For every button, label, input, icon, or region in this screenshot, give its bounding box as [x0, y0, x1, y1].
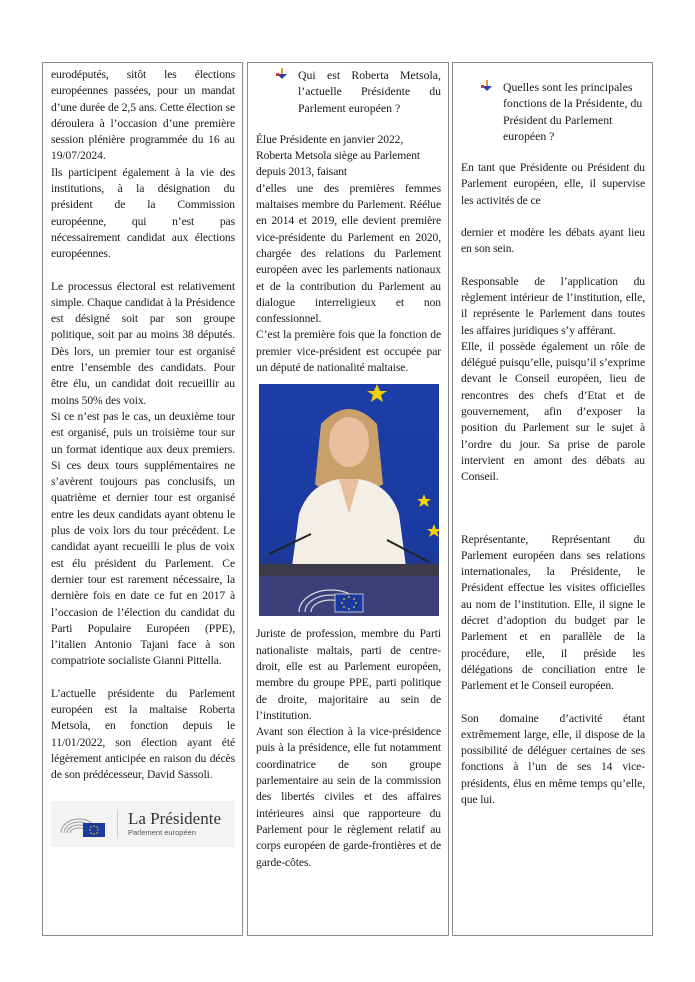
column-1: [42, 62, 243, 936]
paragraph: L’actuelle présidente du Parlement européen est la maltaise Roberta Metsola, en fonction depuis le 11/01/2022, son élection ayant été légèrement anticipée en raison du décès de son prédécesseur, David Sassoli.: [51, 686, 235, 782]
paragraph: C’est la première fois que la fonction de premier vice-président est occupée par un député de nationalité maltaise.: [256, 328, 441, 375]
paragraph: Élue Présidente en janvier 2022, Roberta Metsola siège au Parlement depuis 2013, faisant: [256, 132, 421, 179]
heading-text: Quelles sont les principales fonctions de la Présidente, du Président du Parlement européen ?: [503, 80, 643, 143]
column-3: [452, 62, 653, 936]
roberta-metsola-photo: [259, 384, 439, 616]
paragraph: eurodéputés, sitôt les élections européennes passées, pour un mandat d’une durée de 2,5 ans. Cette élection se déroulera à l’occasion d’une première session plénière programmée du 16 au 19/07/2024.: [51, 68, 235, 163]
column-2: [247, 62, 449, 936]
paragraph: dernier et modère les débats ayant lieu en son sein.: [461, 226, 645, 256]
paragraph: En tant que Présidente ou Président du Parlement européen, elle, il supervise les activités de ce: [461, 161, 645, 207]
paragraph: Ils participent également à la vie des institutions, à la désignation du président de la Commission européenne, qui n’est pas nécessairement candidat aux élections européennes.: [51, 165, 235, 261]
paragraph: Le processus électoral est relativement simple. Chaque candidat à la Présidence est désigné soit par son groupe politique, soit par au moins 38 députés. Dès lors, un premier tour est organisé entre l’ensemble des candidats. Pour être élu, un candidat doit recueillir au moins 50% des voix.: [51, 279, 235, 407]
logo-subtitle: Parlement européen: [128, 828, 196, 838]
paragraph: Elle, il possède également un rôle de délégué puisqu’elle, puisqu’il s’exprime devant le Conseil européen, lieu de rencontres des chefs d’Etat et de gouvernement, afin d’exposer la position du Parlement sur le sujet à l’ordre du jour. Sa prise de parole intervient en amont des débats au Conseil.: [461, 339, 645, 484]
paragraph: Si ce n’est pas le cas, un deuxième tour est organisé, puis un troisième tour sur un format identique aux deux premiers. Si ces deux tours supplémentaires ne s’avèrent toujours pas conclusifs, un quatrième et dernier tour est organisé entre les deux candidats ayant obtenu le plus de voix lors du tour précédent. Le candidat ayant recueilli le plus de voix est élu président du Parlement. Ce dernier tour est rarement nécessaire, la dernière fois en date ce fut en 2017 à l’occasion de l’élection du candidat du Parti Populaire Européen (PPE), l’italien Antonio Tajani face à son compatriote socialiste Gianni Pittella.: [51, 409, 235, 668]
hemicycle-icon: [57, 809, 109, 839]
heading-text: Qui est Roberta Metsola, l’actuelle Présidente du Parlement européen ?: [298, 68, 441, 115]
paragraph: Avant son élection à la vice-présidence puis à la présidence, elle fut notamment coordinatrice de son groupe parlementaire au sein de la commission des libertés civiles et des affaires intérieures ainsi que rapporteure du Parlement pour le règlement relatif au corps européen de garde-frontières et de garde-côtes.: [256, 725, 441, 869]
paragraph: Son domaine d’activité étant extrêmement large, elle, il dispose de la possibilité de déléguer certaines de ses fonctions à l’un de ses 14 vice-présidents, élus en même temps qu’elle, que lui.: [461, 711, 645, 806]
parliament-president-logo: [51, 801, 235, 847]
section-heading: [256, 67, 441, 116]
paragraph: Représentante, Représentant du Parlement européen dans ses relations internationales, la Présidente, le Président effectue les visites officielles au nom de l’institution. Elle, il signe le décret d’adoption du budget par le Parlement et en parallèle de la procédure, elle, il préside les délégations de conciliation entre le Parlement et le Conseil européen.: [461, 532, 645, 693]
paragraph: Responsable de l’application du règlement intérieur de l’institution, elle, il représente le Parlement dans toutes les affaires juridiques s’y afférant.: [461, 274, 645, 337]
arrow-bullet-icon: [272, 67, 292, 81]
section-heading: [461, 79, 645, 144]
logo-title: La Présidente: [128, 809, 221, 829]
arrow-bullet-icon: [477, 79, 497, 93]
paragraph: Juriste de profession, membre du Parti nationaliste maltais, parti de centre-droit, elle est au Parlement européen, membre du groupe PPE, parti politique de droite, majoritaire au sein de l’institution.: [256, 627, 441, 722]
paragraph: d’elles une des premières femmes maltaises membre du Parlement. Réélue en 2014 et 2019, elle devient première vice-présidente du Parlement en 2020, chargée des relations du Parlement européen avec les parlements nationaux et de la contribution du Parlement au dialogue interreligieux et non confessionnel.: [256, 181, 441, 326]
logo-divider: [117, 810, 118, 838]
